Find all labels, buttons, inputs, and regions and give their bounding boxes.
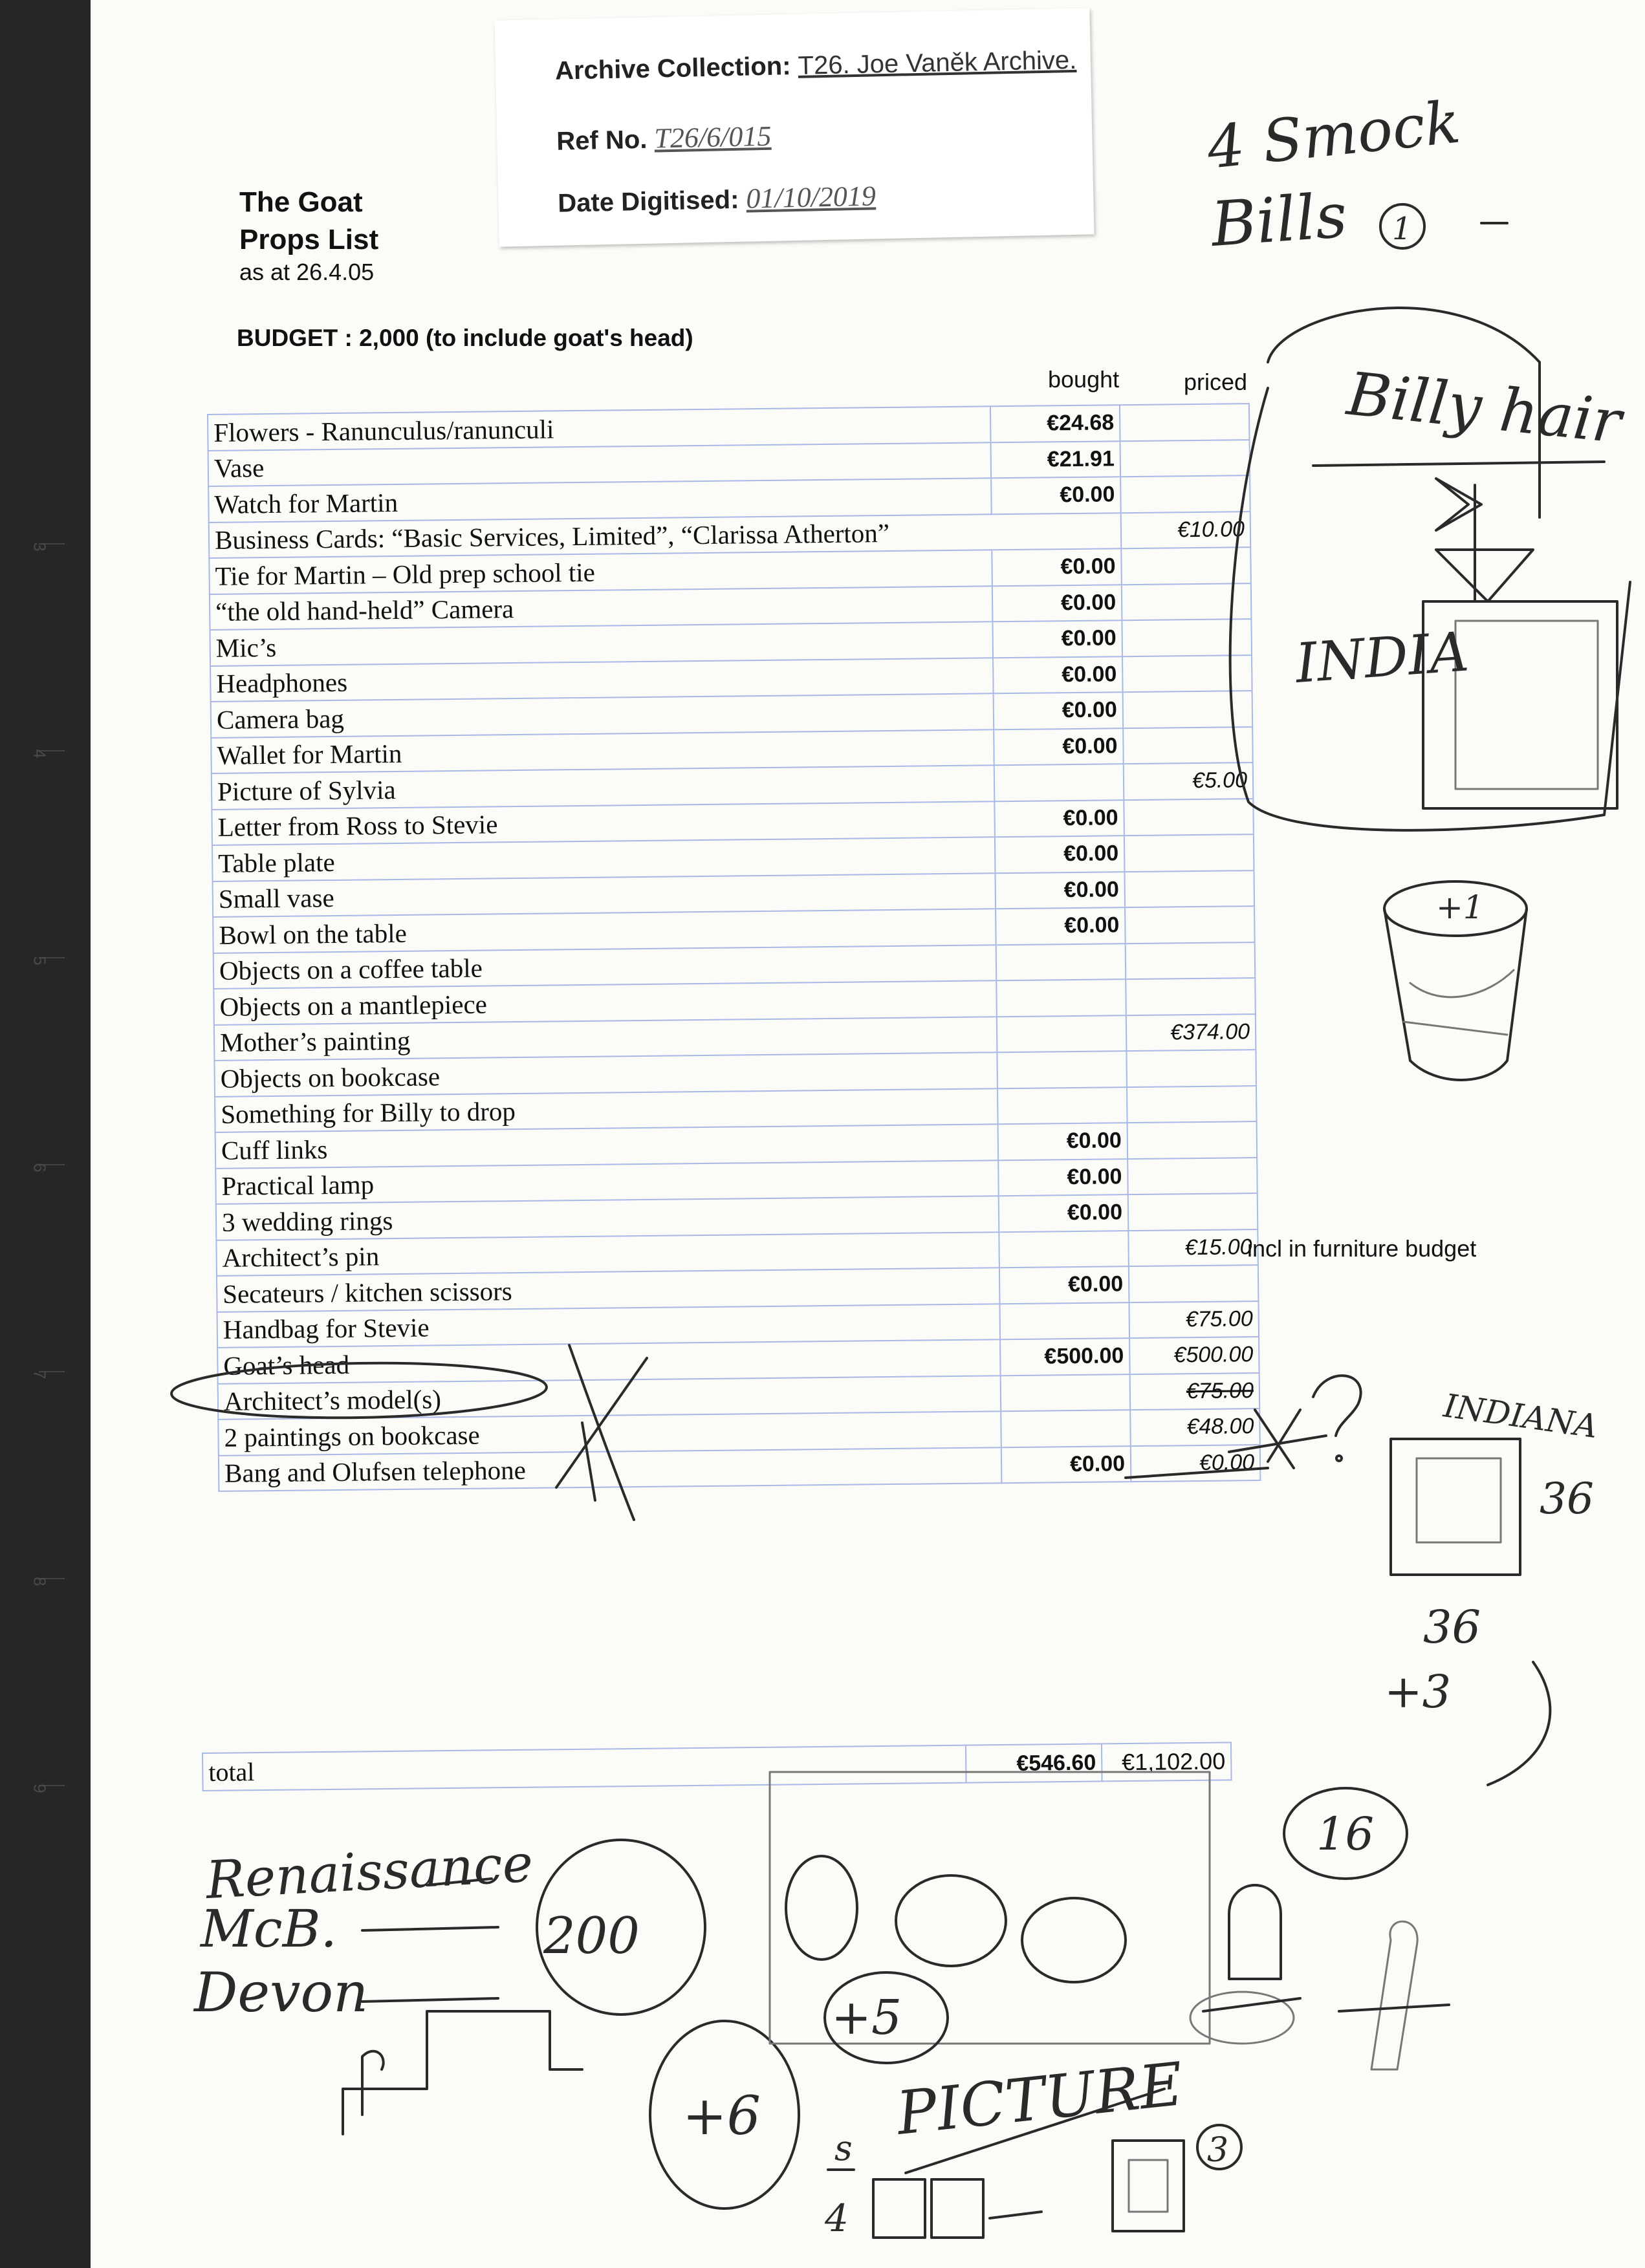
handwritten-cup-plus: +1: [1436, 889, 1484, 926]
handwritten-s: s: [834, 2128, 853, 2168]
item-cell: Something for Billy to drop: [215, 1088, 998, 1132]
priced-cell: [1120, 440, 1250, 477]
priced-cell: [1123, 691, 1253, 728]
bought-cell: €0.00: [994, 692, 1124, 729]
bought-cell: €0.00: [991, 477, 1121, 514]
bought-cell: €0.00: [994, 800, 1124, 837]
item-cell: Bang and Olufsen telephone: [219, 1447, 1002, 1491]
priced-cell: [1122, 655, 1252, 693]
column-header-priced: priced: [1184, 369, 1248, 395]
bought-cell: [997, 1015, 1127, 1053]
item-cell: Table plate: [212, 837, 996, 881]
item-cell: Objects on bookcase: [214, 1052, 997, 1096]
priced-cell: €15.00: [1128, 1229, 1258, 1267]
bought-cell: €0.00: [1001, 1446, 1131, 1484]
priced-cell: [1126, 978, 1256, 1015]
scanner-ruler: [0, 0, 91, 2268]
priced-cell: €500.00: [1129, 1337, 1259, 1374]
item-cell: Mic’s: [210, 621, 993, 665]
handwritten-devon: Devon: [194, 1961, 369, 2024]
document-title-line2: Props List: [239, 224, 379, 255]
priced-cell: [1124, 799, 1254, 836]
date-value: 01/10/2019: [745, 180, 877, 215]
handwritten-200: 200: [543, 1907, 640, 1965]
item-cell: Architect’s pin: [216, 1232, 999, 1276]
priced-cell: [1123, 727, 1253, 764]
ruler-number: 8: [30, 1577, 50, 1586]
handwritten-36-below: 36: [1423, 1601, 1481, 1654]
total-bought: €546.60: [966, 1744, 1102, 1782]
total-label: total: [202, 1745, 966, 1791]
item-cell: Business Cards: “Basic Services, Limited”, “Clarissa Atherton”: [209, 514, 992, 558]
item-cell: Vase: [208, 442, 992, 486]
handwritten-circle-number: 1: [1392, 211, 1412, 247]
item-cell: Objects on a mantlepiece: [213, 980, 997, 1024]
item-cell: Goat’s head: [217, 1339, 1001, 1383]
date-label: Date Digitised:: [557, 185, 739, 218]
handwritten-4: 4: [825, 2196, 849, 2240]
item-cell: Cuff links: [215, 1124, 999, 1168]
bought-cell: €0.00: [995, 872, 1125, 909]
item-cell: Architect’s model(s): [218, 1376, 1001, 1420]
as-at-date: as at 26.4.05: [239, 259, 375, 285]
handwritten-36-right: 36: [1540, 1474, 1594, 1524]
date-row: [558, 179, 877, 219]
ruler-number: 6: [30, 1163, 50, 1172]
bought-cell: €0.00: [994, 728, 1124, 766]
handwritten-smock: 4 Smock: [1204, 88, 1464, 182]
handwritten-plus5: +5: [831, 1990, 902, 2046]
priced-cell: €5.00: [1124, 762, 1254, 800]
bought-cell: [1001, 1410, 1131, 1447]
priced-cell: [1128, 1121, 1258, 1159]
priced-cell: €75.00: [1130, 1373, 1260, 1410]
budget-line: BUDGET : 2,000 (to include goat's head): [237, 325, 693, 351]
bought-cell: €0.00: [992, 620, 1122, 658]
handwritten-billy-hair: Billy hair: [1344, 359, 1625, 457]
handwritten-16: 16: [1316, 1808, 1375, 1861]
priced-cell: [1128, 1193, 1258, 1231]
bought-cell: [1001, 1374, 1131, 1412]
bought-cell: €0.00: [992, 548, 1122, 586]
priced-cell: [1120, 404, 1250, 441]
handwritten-renaissance: Renaissance: [204, 1833, 535, 1910]
priced-cell: €48.00: [1130, 1409, 1260, 1446]
item-cell: Watch for Martin: [208, 478, 992, 522]
archive-label-card: [494, 8, 1094, 246]
priced-cell: €374.00: [1126, 1014, 1256, 1052]
handwritten-indiana: INDIANA: [1441, 1387, 1600, 1446]
ref-row: [556, 120, 772, 157]
handwritten-india: INDIA: [1293, 620, 1471, 695]
item-cell: Picture of Sylvia: [212, 765, 995, 809]
collection-row: [555, 46, 1077, 86]
ref-label: Ref No.: [556, 125, 648, 156]
priced-cell: [1122, 583, 1252, 621]
item-cell: 2 paintings on bookcase: [218, 1411, 1001, 1455]
handwritten-3: 3: [1207, 2131, 1229, 2170]
bought-cell: €500.00: [1000, 1338, 1130, 1376]
ruler-number: 9: [30, 1784, 50, 1793]
item-cell: Small vase: [213, 873, 996, 917]
priced-cell: [1122, 619, 1252, 656]
priced-cell: [1125, 906, 1255, 944]
item-cell: Objects on a coffee table: [213, 945, 997, 989]
item-cell: 3 wedding rings: [216, 1196, 999, 1240]
column-header-bought: bought: [1048, 366, 1120, 393]
bought-cell: €0.00: [995, 836, 1125, 873]
bought-cell: [996, 944, 1126, 981]
item-cell: Practical lamp: [215, 1160, 999, 1204]
priced-cell: [1129, 1265, 1259, 1302]
ruler-number: 4: [30, 749, 50, 759]
priced-cell: €0.00: [1131, 1445, 1261, 1482]
bought-cell: €0.00: [993, 656, 1123, 694]
bought-cell: €0.00: [992, 585, 1122, 622]
handwritten-picture: PICTURE: [893, 2049, 1186, 2148]
bought-cell: [999, 1231, 1129, 1268]
priced-cell: [1128, 1158, 1258, 1195]
ruler-number: 7: [30, 1370, 50, 1379]
bought-cell: €0.00: [999, 1194, 1129, 1232]
props-table: [207, 403, 1261, 1492]
item-cell: Headphones: [210, 658, 994, 702]
priced-cell: €75.00: [1129, 1301, 1259, 1339]
bought-cell: [992, 513, 1122, 550]
item-cell: Wallet for Martin: [211, 729, 994, 773]
item-cell: Secateurs / kitchen scissors: [217, 1268, 1000, 1312]
priced-cell: [1127, 1086, 1257, 1123]
furniture-budget-note: incl in furniture budget: [1247, 1235, 1477, 1262]
bought-cell: [997, 1051, 1127, 1088]
bought-cell: [999, 1302, 1129, 1340]
priced-cell: [1126, 1050, 1256, 1087]
handwritten-mcb: McB.: [201, 1899, 337, 1959]
item-cell: Mother’s painting: [214, 1017, 997, 1061]
bought-cell: €0.00: [996, 907, 1126, 945]
item-cell: “the old hand-held” Camera: [210, 586, 993, 630]
bought-cell: [994, 764, 1124, 801]
bought-cell: €0.00: [999, 1266, 1129, 1304]
priced-cell: €10.00: [1121, 512, 1251, 549]
collection-value: T26. Joe Vaněk Archive.: [798, 45, 1077, 80]
ruler-number: 3: [30, 542, 50, 552]
bought-cell: [997, 1087, 1128, 1125]
bought-cell: [996, 979, 1126, 1017]
props-table-body: [208, 404, 1260, 1491]
priced-cell: [1126, 942, 1256, 980]
item-cell: Handbag for Stevie: [217, 1304, 1001, 1348]
item-cell: Flowers - Ranunculus/ranunculi: [208, 406, 991, 450]
ref-value: T26/6/015: [653, 120, 772, 155]
collection-label: Archive Collection:: [554, 52, 791, 85]
handwritten-plus6: +6: [682, 2086, 761, 2147]
item-cell: Bowl on the table: [213, 909, 996, 953]
total-priced: €1,102.00: [1102, 1742, 1232, 1781]
priced-cell: [1120, 475, 1250, 513]
bought-cell: €0.00: [998, 1159, 1128, 1196]
priced-cell: [1124, 834, 1254, 872]
item-cell: Letter from Ross to Stevie: [212, 801, 995, 845]
handwritten-plus3: +3: [1384, 1665, 1452, 1718]
item-cell: Tie for Martin – Old prep school tie: [209, 550, 992, 594]
handwritten-bills: Bills: [1208, 180, 1349, 261]
document-title-line1: The Goat: [239, 186, 363, 218]
bought-cell: €21.91: [991, 441, 1121, 479]
priced-cell: [1121, 547, 1251, 585]
ruler-number: 5: [30, 956, 50, 966]
item-cell: Camera bag: [211, 693, 994, 737]
bought-cell: €24.68: [990, 405, 1120, 442]
priced-cell: [1124, 870, 1254, 908]
bought-cell: €0.00: [998, 1123, 1128, 1160]
